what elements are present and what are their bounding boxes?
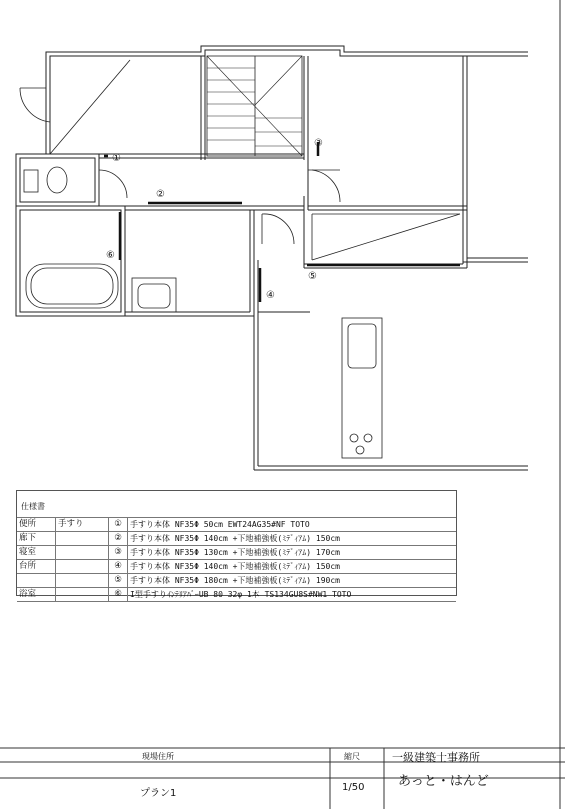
scale-value: 1/50 [342,782,365,793]
scale-label: 縮尺 [344,752,360,761]
marker-4: ④ [266,290,275,301]
table-row: ⑤ 手すり本体 NF35Φ 180cm +下地補強板(ﾐﾃﾞｨｱﾑ) 190cm [17,574,456,588]
marker-6: ⑥ [106,250,115,261]
table-row: 便所 手すり ① 手すり本体 NF35Φ 50cm EWT24AG35#NF TOTO [17,518,456,532]
plan-name: プラン1 [140,788,177,799]
table-row: 廊下 ② 手すり本体 NF35Φ 140cm +下地補強板(ﾐﾃﾞｨｱﾑ) 150cm [17,532,456,546]
table-row: 台所 ④ 手すり本体 NF35Φ 140cm +下地補強板(ﾐﾃﾞｨｱﾑ) 150cm [17,560,456,574]
spec-table [17,517,456,602]
office-label: 一級建築士事務所 [392,751,480,764]
marker-3: ③ [314,138,323,149]
title-block [0,748,565,809]
marker-5: ⑤ [308,271,317,282]
spec-title: 仕様書 [21,502,45,511]
marker-1: ① [112,153,121,164]
table-row: 浴室 ⑥ I型手すりｲﾝﾃﾘｱﾊﾞｰUB 80 32φ 1本 TS134GU8S#NW1 TOTO [17,588,456,602]
table-row: 寝室 ③ 手すり本体 NF35Φ 130cm +下地補強板(ﾐﾃﾞｨｱﾑ) 170cm [17,546,456,560]
office-name: あっと・はんど [398,774,489,789]
marker-2: ② [156,189,165,200]
spec-sheet [16,490,457,599]
site-label: 現場住所 [142,752,174,761]
